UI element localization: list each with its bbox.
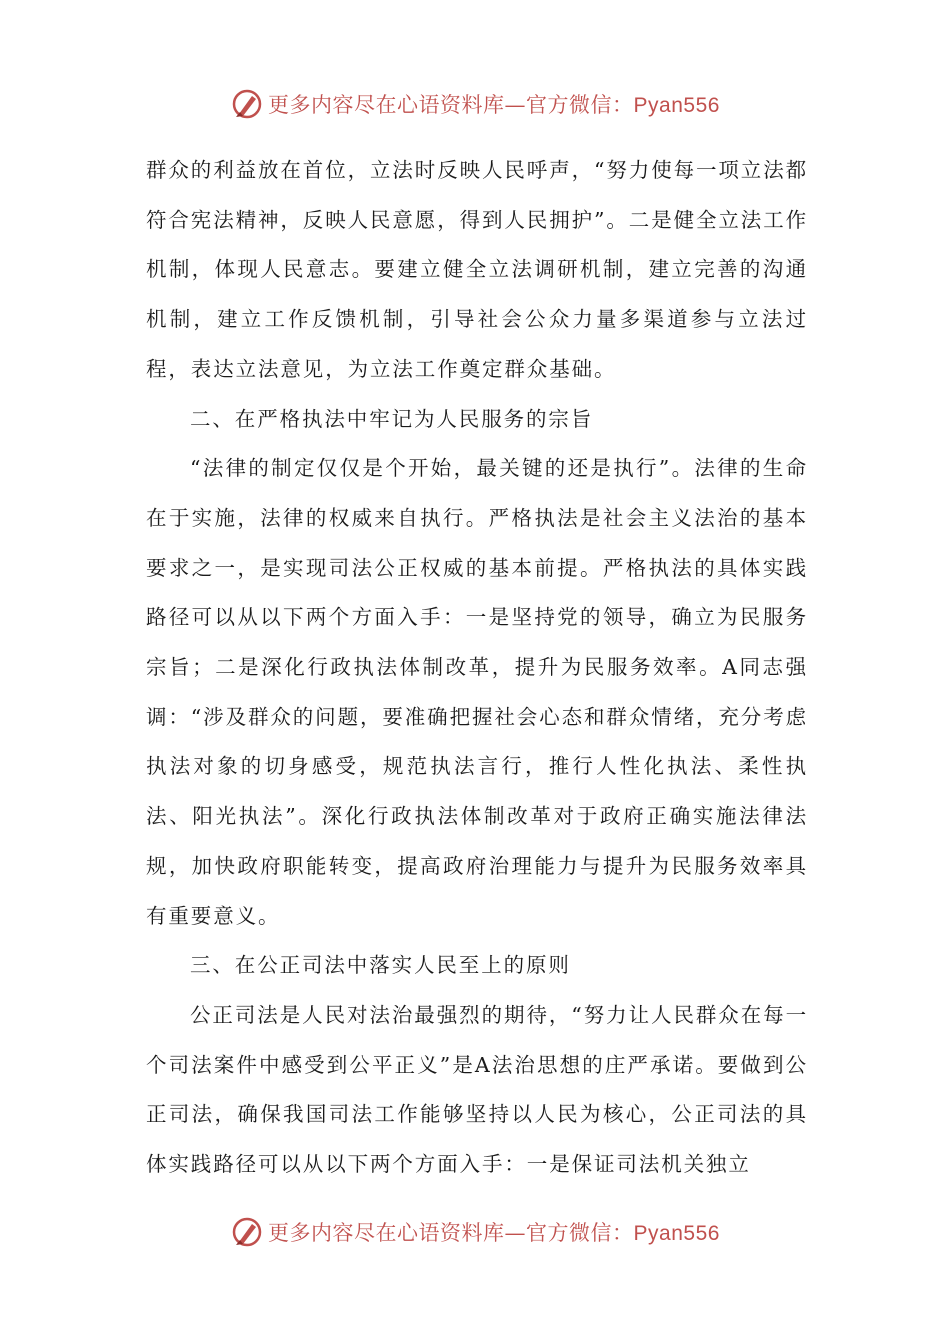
pen-logo-icon: [230, 87, 264, 121]
paragraph: 群众的利益放在首位，立法时反映人民呼声，“努力使每一项立法都符合宪法精神，反映人民意愿，得到人民拥护”。二是健全立法工作机制，体现人民意志。要建立健全立法调研机制，建立完善的沟通机制，建立工作反馈机制，引导社会公众力量多渠道参与立法过程，表达立法意见，为立法工作奠定群众基础。: [146, 158, 808, 381]
section-heading: 三、在公正司法中落实人民至上的原则: [190, 953, 571, 978]
footer-banner: [0, 1212, 950, 1252]
paragraph: “法律的制定仅仅是个开始，最关键的还是执行”。法律的生命在于实施，法律的权威来自执行。严格执法是社会主义法治的基本要求之一，是实现司法公正权威的基本前提。严格执法的具体实践路径可以从以下两个方面入手：一是坚持党的领导，确立为民服务宗旨；二是深化行政执法体制改革，提升为民服务效率。A同志强调：“涉及群众的问题，要准确把握社会心态和群众情绪，充分考虑执法对象的切身感受，规范执法言行，推行人性化执法、柔性执法、阳光执法”。深化行政执法体制改革对于政府正确实施法律法规，加快政府职能转变，提高政府治理能力与提升为民服务效率具有重要意义。: [146, 456, 808, 928]
section-heading: 二、在严格执法中牢记为人民服务的宗旨: [190, 406, 594, 431]
document-body: [146, 146, 808, 1190]
banner-text: 更多内容尽在心语资料库—官方微信：Pyan556: [268, 1221, 720, 1245]
paragraph: 公正司法是人民对法治最强烈的期待，“努力让人民群众在每一个司法案件中感受到公平正义”是A法治思想的庄严承诺。要做到公正司法，确保我国司法工作能够坚持以人民为核心，公正司法的具体实践路径可以从以下两个方面入手：一是保证司法机关独立: [146, 1002, 808, 1177]
pen-logo-icon: [230, 1215, 264, 1249]
banner-text: 更多内容尽在心语资料库—官方微信：Pyan556: [268, 93, 720, 117]
header-banner: [0, 84, 950, 124]
